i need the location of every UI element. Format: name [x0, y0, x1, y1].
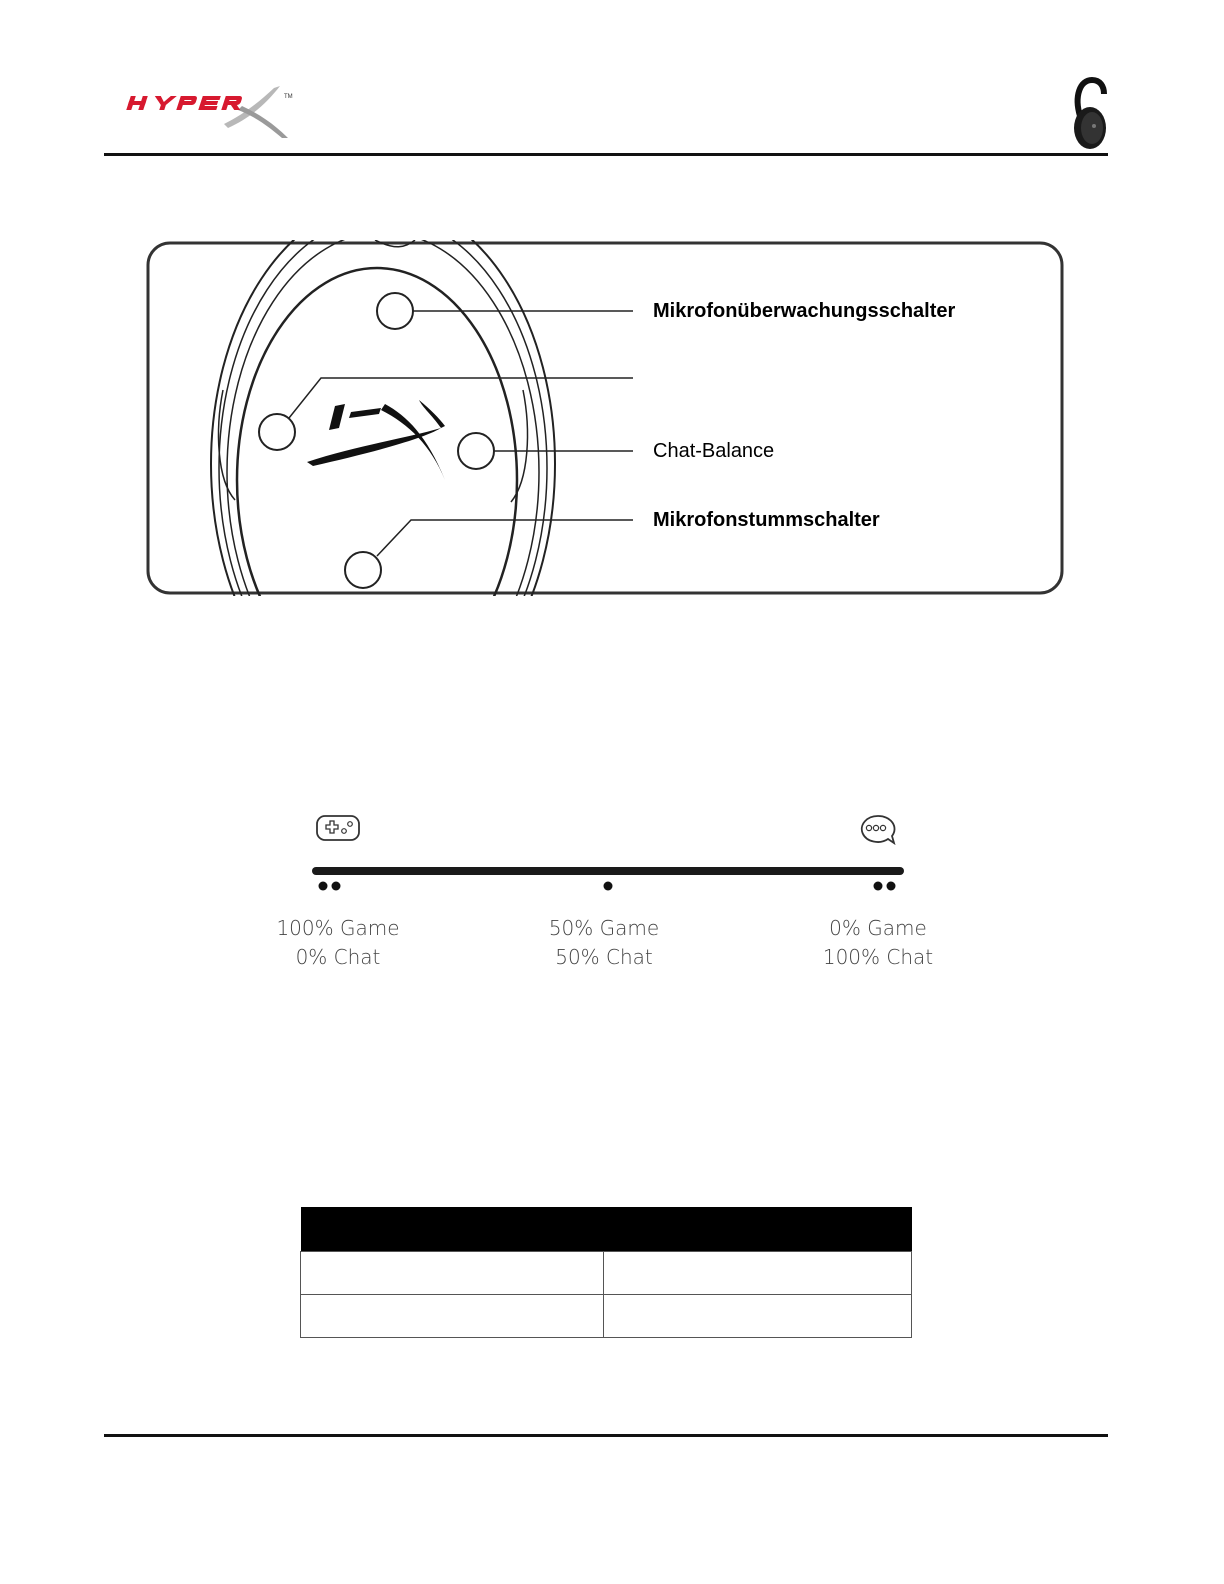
table-row [301, 1252, 912, 1295]
balance-label-right [778, 914, 978, 972]
callout-mic-monitor: Mikrofonüberwachungsschalter [653, 300, 956, 322]
left-button [259, 414, 295, 450]
table-cell [301, 1295, 604, 1338]
gamepad-icon [317, 816, 359, 840]
table-row [301, 1295, 912, 1338]
headset-icon [1066, 76, 1112, 152]
dot-left-2 [332, 882, 341, 891]
footer-rule [104, 1434, 1108, 1437]
earcup-illustration [145, 240, 1065, 596]
balance-label-left [238, 914, 438, 972]
table-header-cell [301, 1207, 604, 1252]
balance-center-chat: 50% Chat [555, 945, 653, 969]
monitor-button [377, 293, 413, 329]
hyperx-logo-icon [124, 80, 304, 142]
chat-balance-button [458, 433, 494, 469]
balance-left-game: 100% Game [276, 916, 400, 940]
chat-bubble-icon [862, 816, 895, 843]
mute-button [345, 552, 381, 588]
table-cell [604, 1295, 912, 1338]
dot-right-2 [887, 882, 896, 891]
table-cell [301, 1252, 604, 1295]
balance-right-chat: 100% Chat [822, 945, 934, 969]
headset-controls-diagram [145, 240, 1065, 596]
callout-chat-balance: Chat-Balance [653, 440, 775, 462]
table-cell [604, 1252, 912, 1295]
balance-center-game: 50% Game [548, 916, 660, 940]
balance-right-game: 0% Game [829, 916, 927, 940]
hx-logo-icon [307, 400, 445, 480]
balance-label-center [504, 914, 704, 972]
header-rule [104, 153, 1108, 156]
dot-right-1 [874, 882, 883, 891]
dot-left-1 [319, 882, 328, 891]
dot-center [604, 882, 613, 891]
balance-left-chat: 0% Chat [295, 945, 381, 969]
table-header-cell [604, 1207, 912, 1252]
status-table [300, 1207, 912, 1338]
callout-mic-mute: Mikrofonstummschalter [653, 509, 880, 531]
table-header-row [301, 1207, 912, 1252]
chat-balance-scale [270, 808, 950, 988]
svg-text:TM: TM [284, 94, 293, 100]
